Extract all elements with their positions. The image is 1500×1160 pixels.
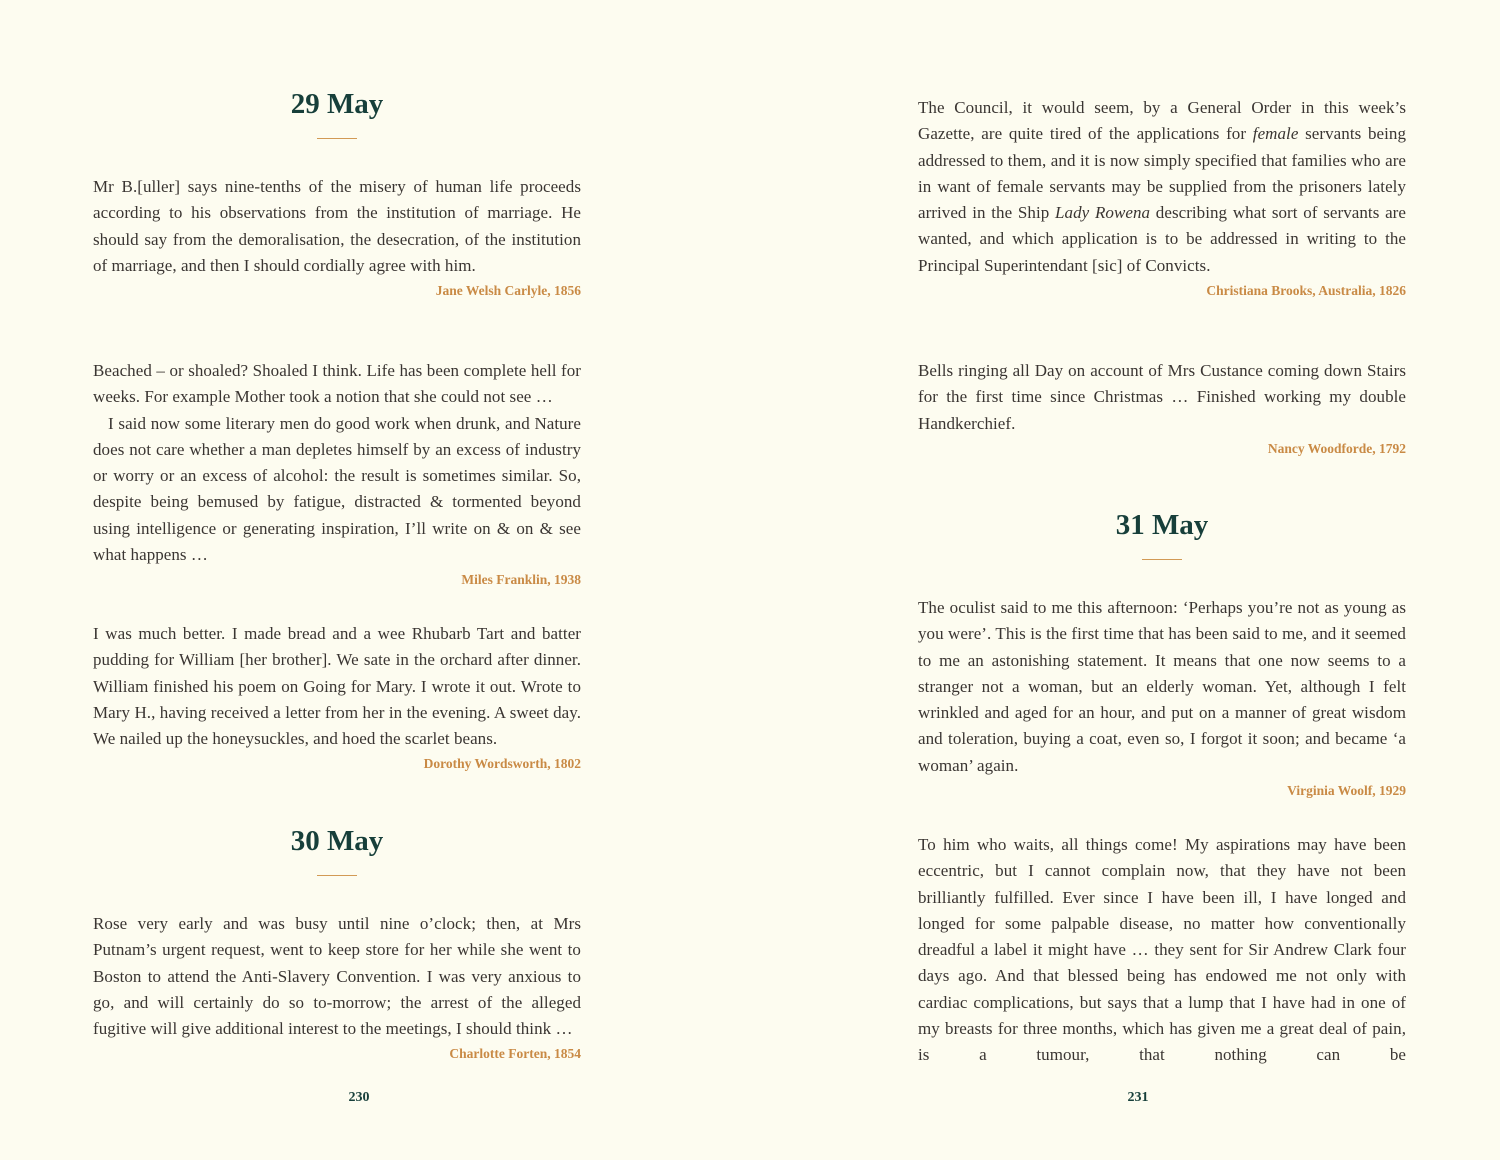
entry-author: Dorothy Wordsworth, 1802 xyxy=(423,756,581,772)
entry-paragraph: Beached – or shoaled? Shoaled I think. Life has been complete hell for weeks. For example Mother took a notion that she could not see … xyxy=(93,361,581,407)
date-divider xyxy=(317,138,357,139)
entry-text-part: servants being addressed to them, and it is now simply specified that families who are in want of female servants may be supplied from the prisoners lately arrived in the Ship xyxy=(918,124,1406,223)
date-heading-31-may: 31 May xyxy=(1115,509,1209,541)
entry-text xyxy=(93,358,581,568)
entry-paragraph: I said now some literary men do good work when drunk, and Nature does not care whether a man depletes himself by an excess of industry or worry or an excess of alcohol: the result is sometimes similar. So, despite being bemused by fatigue, distracted & tormented beyond using intelligence or generating inspiration, I’ll write on & on & see what happens … xyxy=(93,413,581,565)
entry-text xyxy=(918,95,1406,279)
entry-text-emphasis: female xyxy=(1252,124,1299,144)
diary-entry-continued xyxy=(918,832,1406,1069)
date-heading-29-may: 29 May xyxy=(290,88,384,120)
diary-entry-carlyle xyxy=(93,174,581,301)
date-divider xyxy=(317,875,357,876)
entry-text: I was much better. I made bread and a wee Rhubarb Tart and batter pudding for William [her brother]. We sate in the orchard after dinner. William finished his poem on Going for Mary. I wrote it out. Wrote to Mary H., having received a letter from her in the evening. A sweet day. We nailed up the honeysuckles, and hoed the scarlet beans. xyxy=(93,624,581,749)
diary-entry-woodforde xyxy=(918,358,1406,459)
diary-entry-forten xyxy=(93,911,581,1064)
entry-author: Virginia Woolf, 1929 xyxy=(1287,783,1406,799)
date-heading-30-may: 30 May xyxy=(290,825,384,857)
entry-author: Nancy Woodforde, 1792 xyxy=(1267,440,1406,456)
entry-text: Rose very early and was busy until nine o’clock; then, at Mrs Putnam’s urgent request, went to keep store for her while she went to Boston to attend the Anti-Slavery Convention. I was very anxious to go, and will certainly do so to-morrow; the arrest of the alleged fugitive will give additional interest to the meetings, I should think … xyxy=(93,914,581,1039)
diary-entry-woolf xyxy=(918,595,1406,801)
entry-text: Mr B.[uller] says nine-tenths of the misery of human life proceeds according to his observations from the institution of marriage. He should say from the demoralisation, the desecration, of the institution of marriage, and then I should cordially agree with him. xyxy=(93,177,581,275)
diary-entry-wordsworth xyxy=(93,621,581,774)
entry-author: Jane Welsh Carlyle, 1856 xyxy=(435,283,581,299)
entry-author: Miles Franklin, 1938 xyxy=(461,572,581,588)
entry-author: Christiana Brooks, Australia, 1826 xyxy=(1206,283,1406,299)
date-divider xyxy=(1142,559,1182,560)
entry-text: Bells ringing all Day on account of Mrs Custance coming down Stairs for the first time since Christmas … Finished working my double Handkerchief. xyxy=(918,361,1406,433)
entry-text: To him who waits, all things come! My aspirations may have been eccentric, but I cannot complain now, that they have not been brilliantly fulfilled. Ever since I have been ill, I have longed and longed for some palpable disease, no matter how conventionally dreadful a label it might have … they sent for Sir Andrew Clark four days ago. And that blessed being has endowed me not only with cardiac complications, but says that a lump that I have had in one of my breasts for three months, which has given me a great deal of pain, is a tumour, that nothing can be xyxy=(918,835,1406,1065)
left-page xyxy=(93,0,581,1160)
entry-text: The oculist said to me this afternoon: ‘Perhaps you’re not as young as you were’. This is the first time that has been said to me, and it seemed to me an astonishing statement. It means that one now seems to a stranger not a woman, but an elderly woman. Yet, although I felt wrinkled and aged for an hour, and put on a manner of great wisdom and toleration, buying a coat, even so, I forgot it soon; and became ‘a woman’ again. xyxy=(918,598,1406,775)
diary-entry-franklin xyxy=(93,358,581,590)
entry-text-emphasis: Lady Rowena xyxy=(1055,203,1151,223)
page-number: 231 xyxy=(1127,1090,1149,1105)
page-number: 230 xyxy=(348,1090,370,1105)
entry-text-part: The Council, it would seem, by a General Order in this week’s Gazette, are quite tired of the applications for xyxy=(918,98,1406,144)
right-page xyxy=(918,0,1406,1160)
entry-author: Charlotte Forten, 1854 xyxy=(449,1046,581,1062)
entry-text-part: describing what sort of servants are wanted, and which application is to be addressed in writing to the Principal Superintendant [sic] of Convicts. xyxy=(918,203,1406,275)
diary-entry-brooks xyxy=(918,95,1406,301)
